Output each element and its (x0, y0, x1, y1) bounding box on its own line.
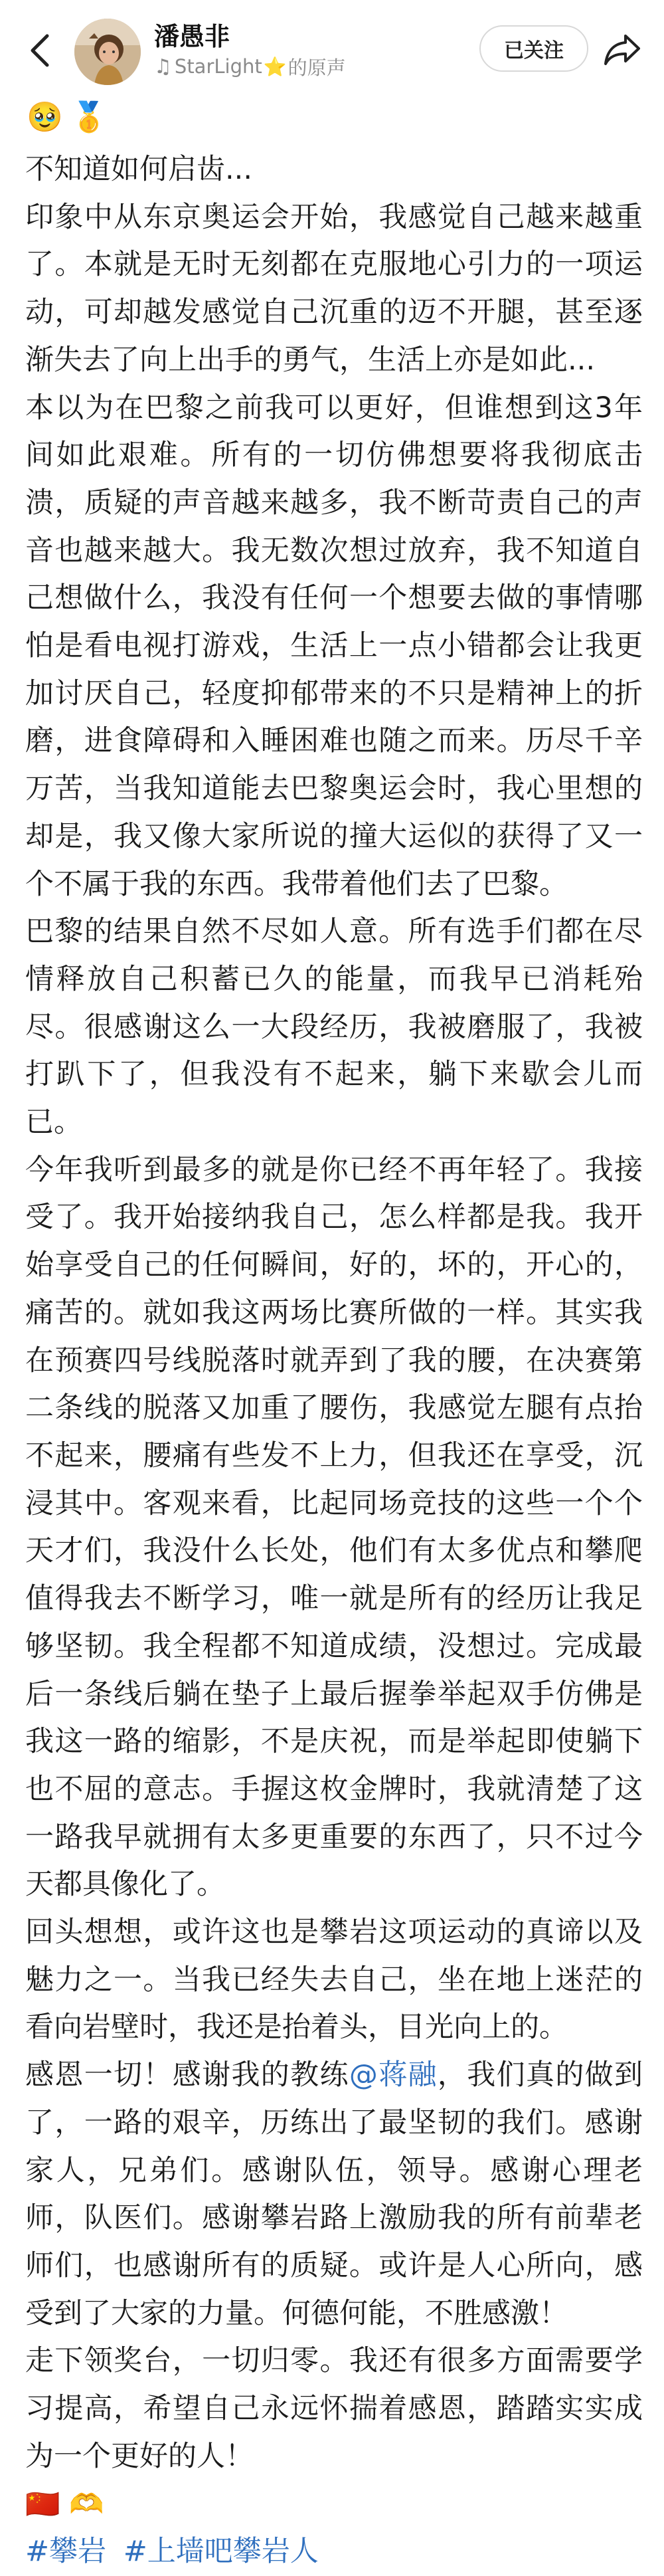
heart-hands-emoji: 🫶 (69, 2488, 104, 2521)
paragraph-reflection: 回头想想，或许这也是攀岩这项运动的真谛以及魅力之一。当我已经失去自己，坐在地上迷茫的看向岩壁时，我还是抬着头，目光向上的。 (25, 1916, 643, 2044)
avatar-image (74, 19, 141, 85)
paragraph-three-years: 本以为在巴黎之前我可以更好，但谁想到这3年间如此艰难。所有的一切仿佛想要将我彻底击溃，质疑的声音越来越多，我不断苛责自己的声音也越来越大。我无数次想过放弃，我不知道自己想做什么，我没有任何一个想要去做的事情哪怕是看电视打游戏，生活上一点小错都会让我更加讨厌自己，轻度抑郁带来的不只是精神上的折磨，进食障碍和入睡困难也随之而来。历尽千辛万苦，当我知道能去巴黎奥运会时，我心里想的却是，我又像大家所说的撞大运似的获得了又一个不属于我的东西。我带着他们去了巴黎。 (25, 391, 643, 901)
post-header (0, 0, 664, 93)
closing-emoji-row (25, 2480, 643, 2528)
music-source[interactable] (154, 53, 346, 80)
music-note-icon: ♫ (154, 54, 172, 78)
paragraph-closing: 走下领奖台，一切归零。我还有很多方面需要学习提高，希望自己永远怀揣着感恩，踏踏实实成为一个更好的人！ (25, 2344, 643, 2473)
share-button[interactable] (600, 28, 644, 72)
music-suffix: 的原声 (288, 56, 346, 79)
chevron-left-icon (30, 33, 50, 68)
thanks-intro: 感恩一切！感谢我的教练 (25, 2058, 349, 2092)
emoji-row (27, 97, 116, 137)
paragraph-opening: 不知道如何启齿... (25, 153, 253, 186)
coach-mention-link[interactable]: @蒋融 (349, 2058, 438, 2092)
paragraph-tokyo: 印象中从东京奥运会开始，我感觉自己越来越重了。本就是无时无刻都在克服地心引力的一项运动，可却越发感觉自己沉重的迈不开腿，甚至逐渐失去了向上出手的勇气，生活上亦是如此... (25, 200, 643, 377)
hashtag-row (25, 2528, 643, 2576)
back-button[interactable] (23, 27, 57, 74)
music-title: StarLight (174, 55, 262, 78)
hashtag-climbing[interactable]: #攀岩 (25, 2535, 107, 2569)
star-emoji: ⭐ (263, 55, 287, 78)
paragraph-thanks (25, 2052, 643, 2337)
follow-button[interactable]: 已关注 (479, 25, 588, 72)
share-arrow-icon (603, 33, 641, 66)
paragraph-paris-result: 巴黎的结果自然不尽如人意。所有选手们都在尽情释放自己积蓄已久的能量，而我早已消耗殆尽。很感谢这么一大段经历，我被磨服了，我被打趴下了，但我没有不起来，躺下来歇会儿而已。 (25, 915, 643, 1139)
avatar[interactable] (74, 19, 141, 85)
thanks-body: ，我们真的做到了，一路的艰辛，历练出了最坚韧的我们。感谢家人，兄弟们。感谢队伍，领导。感谢心理老师，队医们。感谢攀岩路上激励我的所有前辈老师们，也感谢所有的质疑。或许是人心所向，感受到了大家的力量。何德何能，不胜感激！ (25, 2058, 643, 2330)
china-flag-emoji: 🇨🇳 (25, 2488, 60, 2521)
hashtag-climbers[interactable]: #上墙吧攀岩人 (123, 2535, 319, 2569)
gold-medal-emoji: 🥇 (70, 100, 108, 134)
author-name[interactable]: 潘愚非 (154, 22, 230, 51)
post-body (25, 146, 643, 2576)
holding-back-tears-emoji: 🥹 (27, 100, 63, 134)
paragraph-acceptance: 今年我听到最多的就是你已经不再年轻了。我接受了。我开始接纳我自己，怎么样都是我。我开始享受自己的任何瞬间，好的，坏的，开心的，痛苦的。就如我这两场比赛所做的一样。其实我在预赛四号线脱落时就弄到了我的腰，在决赛第二条线的脱落又加重了腰伤，我感觉左腿有点抬不起来，腰痛有些发不上力，但我还在享受，沉浸其中。客观来看，比起同场竞技的这些一个个天才们，我没什么长处，他们有太多优点和攀爬值得我去不断学习，唯一就是所有的经历让我足够坚韧。我全程都不知道成绩，没想过。完成最后一条线后躺在垫子上最后握拳举起双手仿佛是我这一路的缩影，不是庆祝，而是举起即使躺下也不屈的意志。手握这枚金牌时，我就清楚了这一路我早就拥有太多更重要的东西了，只不过今天都具像化了。 (25, 1153, 643, 1902)
